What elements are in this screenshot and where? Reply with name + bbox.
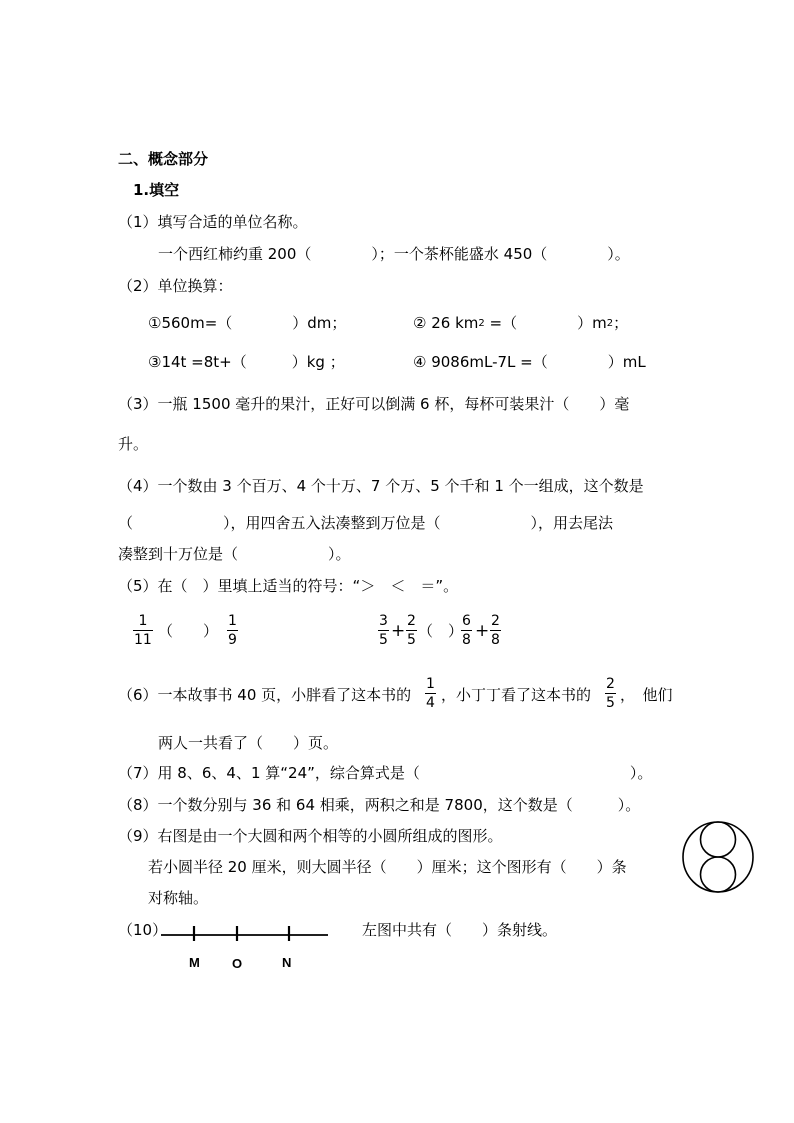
q5-blank-1: （ ） — [158, 622, 219, 640]
q6-part-2: ，小丁丁看了这本书的 — [441, 686, 592, 704]
q3-line2: 升。 — [118, 435, 149, 453]
q5-fraction-4 — [406, 613, 417, 648]
q6-part-1: （6）一本故事书 40 页，小胖看了这本书的 — [118, 686, 412, 704]
q6-fb-denominator: 5 — [606, 695, 615, 711]
q5-f1-denominator: 11 — [134, 632, 152, 648]
q5-f3-denominator: 5 — [379, 632, 388, 648]
q4-line1: （4）一个数由 3 个百万、4 个十万、7 个万、5 个千和 1 个一组成，这个数是 — [118, 477, 644, 495]
q5-plus-1: + — [391, 621, 406, 641]
q5-blank-2: （ ） — [418, 622, 464, 640]
q2-b-end: ； — [613, 314, 629, 332]
point-label-m: M — [189, 955, 200, 970]
q4-line2: （ ），用四舍五入法凑整到万位是（ ），用去尾法 — [118, 514, 614, 532]
q5-f4-numerator: 2 — [407, 613, 416, 629]
q2-item-d: ④ 9086mL-7L =（ ）mL — [413, 353, 646, 371]
section-title: 二、概念部分 — [118, 150, 209, 168]
q3-line1: （3）一瓶 1500 毫升的果汁，正好可以倒满 6 杯，每杯可装果汁（ ）毫 — [118, 395, 630, 413]
q6-fb-numerator: 2 — [606, 676, 615, 692]
q5-f5-denominator: 8 — [462, 632, 471, 648]
circles-figure — [681, 820, 755, 894]
q2-b-sup2: 2 — [606, 318, 614, 329]
q5-f2-denominator: 9 — [228, 632, 237, 648]
q2-b-pre: ② 26 km — [413, 314, 479, 332]
q1-label: （1）填写合适的单位名称。 — [118, 213, 308, 231]
q10-text: 左图中共有（ ）条射线。 — [362, 921, 558, 939]
q9-line1: （9）右图是由一个大圆和两个相等的小圆所组成的图形。 — [118, 827, 503, 845]
q2-label: （2）单位换算： — [118, 277, 233, 295]
q7-line: （7）用 8、6、4、1 算“24”，综合算式是（ ）。 — [118, 764, 653, 782]
q6-part-3: ， 他们 — [620, 686, 673, 704]
ray-line-figure — [158, 922, 332, 972]
q10-label: （10） — [118, 921, 168, 939]
subsection-title: 1.填空 — [133, 181, 180, 199]
q6-fa-denominator: 4 — [426, 695, 435, 711]
q6-fraction-a — [425, 676, 436, 711]
q5-fraction-2 — [227, 613, 238, 648]
q5-label: （5）在（ ）里填上适当的符号：“＞ ＜ ＝”。 — [118, 577, 459, 595]
point-label-n: N — [282, 955, 292, 970]
q6-fa-numerator: 1 — [426, 676, 435, 692]
q2-b-post: =（ ）m — [484, 314, 607, 332]
q2-item-a: ①560m=（ ）dm； — [148, 314, 347, 332]
q5-f6-denominator: 8 — [491, 632, 500, 648]
q5-plus-2: + — [475, 621, 490, 641]
q5-f3-numerator: 3 — [379, 613, 388, 629]
q5-f4-denominator: 5 — [407, 632, 416, 648]
q9-line2: 若小圆半径 20 厘米，则大圆半径（ ）厘米；这个图形有（ ）条 — [148, 858, 627, 876]
q5-f6-numerator: 2 — [491, 613, 500, 629]
q2-item-c: ③14t =8t+（ ）kg ； — [148, 353, 345, 371]
q5-fraction-5 — [461, 613, 472, 648]
q6-fraction-b — [605, 676, 616, 711]
q5-f2-numerator: 1 — [228, 613, 237, 629]
q5-fraction-1 — [133, 613, 153, 648]
q8-line: （8）一个数分别与 36 和 64 相乘，两积之和是 7800，这个数是（ ）。 — [118, 796, 641, 814]
q6-line2: 两人一共看了（ ）页。 — [158, 734, 339, 752]
q4-line3: 凑整到十万位是（ ）。 — [118, 545, 351, 563]
q2-item-b — [413, 313, 628, 333]
q5-fraction-6 — [490, 613, 501, 648]
q5-f1-numerator: 1 — [138, 613, 148, 629]
q2-b-sup: 2 — [478, 318, 485, 329]
q9-line3: 对称轴。 — [148, 889, 209, 907]
point-label-o: O — [232, 956, 243, 971]
q5-fraction-3 — [378, 613, 389, 648]
q5-f5-numerator: 6 — [462, 613, 471, 629]
q1-line: 一个西红柿约重 200（ ）；一个茶杯能盛水 450（ ）。 — [158, 245, 630, 263]
